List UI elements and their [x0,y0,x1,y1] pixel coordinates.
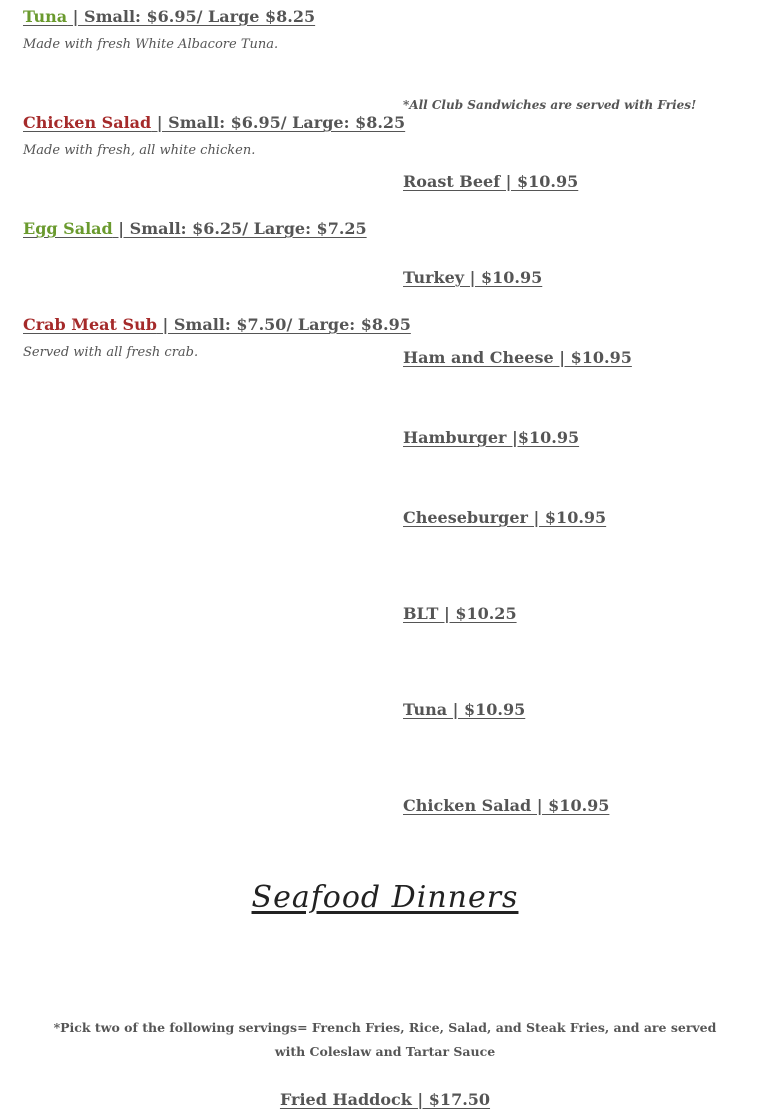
menu-item-crab-meat-sub [23,315,411,335]
item-price: | Small: $7.50/ Large: $8.95 [156,315,411,334]
club-sandwich-note: *All Club Sandwiches are served with Fries! [403,98,697,112]
item-name: Crab Meat Sub [23,315,157,334]
item-price: | Small: $6.25/ Large: $7.25 [112,219,367,238]
item-price: | Small: $6.95/ Large $8.25 [67,7,316,26]
item-name: Egg Salad [23,219,113,238]
item-name: Tuna [23,7,68,26]
menu-item-egg-salad [23,219,367,239]
item-price: | Small: $6.95/ Large: $8.25 [151,113,406,132]
menu-item-tuna-club: Tuna | $10.95 [403,700,526,719]
menu-item-ham-and-cheese: Ham and Cheese | $10.95 [403,348,632,367]
menu-item-chicken-salad-club: Chicken Salad | $10.95 [403,796,610,815]
item-description: Made with fresh, all white chicken. [23,143,256,158]
menu-item-blt: BLT | $10.25 [403,604,517,623]
menu-item-hamburger: Hamburger |$10.95 [403,428,580,447]
menu-item-roast-beef: Roast Beef | $10.95 [403,172,579,191]
menu-item-tuna [23,7,315,27]
menu-item-turkey: Turkey | $10.95 [403,268,543,287]
menu-item-chicken-salad [23,113,405,133]
menu-item-cheeseburger: Cheeseburger | $10.95 [403,508,607,527]
item-description: Made with fresh White Albacore Tuna. [23,37,279,52]
item-name: Chicken Salad [23,113,152,132]
section-heading-seafood: Seafood Dinners [251,880,519,915]
menu-item-fried-haddock: Fried Haddock | $17.50 [279,1090,491,1109]
item-description: Served with all fresh crab. [23,345,199,360]
seafood-note: *Pick two of the following servings= French Fries, Rice, Salad, and Steak Fries, and are served with Coleslaw and Tartar Sauce [53,1020,717,1059]
